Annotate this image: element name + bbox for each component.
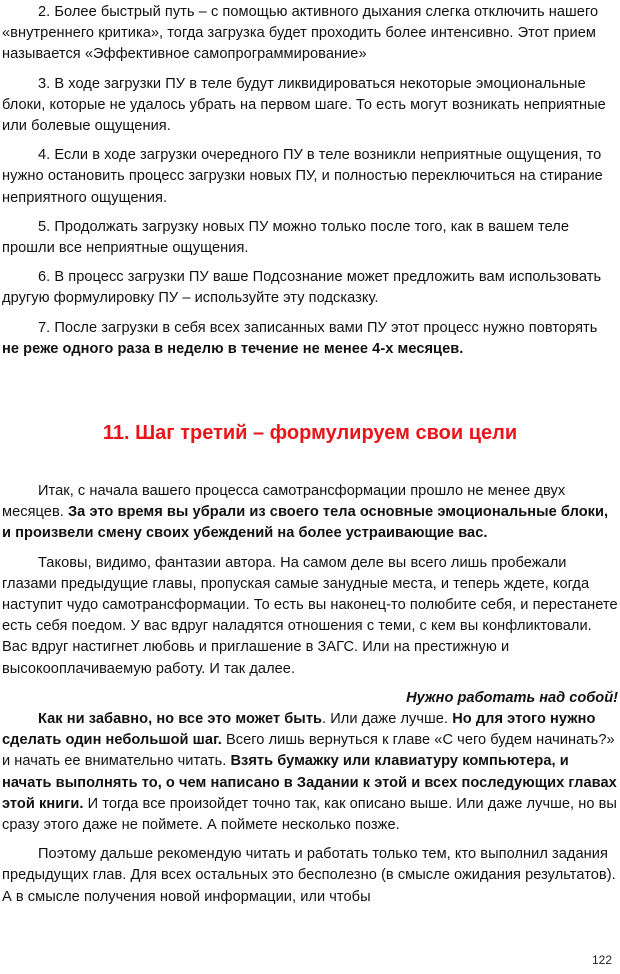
text-block-mid bbox=[2, 481, 618, 680]
paragraph bbox=[2, 709, 618, 836]
bold-text: Взять бумажку или клавиатуру компьютера, и начать выполнять то, о чем написано в Задании к этой и всех последующих главах этой книги. bbox=[2, 753, 617, 812]
bold-text: Как ни забавно, но все это может быть bbox=[38, 711, 323, 728]
paragraph bbox=[2, 74, 618, 138]
section-heading: 11. Шаг третий – формулируем свои цели bbox=[102, 422, 518, 444]
text-run: 6. В процесс загрузки ПУ ваше Подсознание может предложить вам использовать другую формулировку ПУ – используйте эту подсказку. bbox=[2, 269, 602, 307]
text-block-top bbox=[2, 2, 618, 360]
text-run: Итак, с начала вашего процесса самотрансформации прошло не менее двух месяцев. bbox=[2, 483, 566, 521]
text-run: Таковы, видимо, фантазии автора. На самом деле вы всего лишь пробежали глазами предыдущие главы, пропуская самые занудные места, и теперь ждете, когда наступит чудо самотрансформации. То есть вы наконец-то полюбите себя, и перестанете есть себя поедом. У вас вдруг наладятся отношения с теми, с кем вы конфликтовали. Вас вдруг настигнет любовь и приглашение в ЗАГС. Или на престижную и высокооплачиваемую работу. И так далее. bbox=[2, 554, 618, 677]
text-block-bottom bbox=[2, 481, 618, 908]
text-run: . Или даже лучше. bbox=[322, 711, 453, 728]
text-block-final bbox=[2, 709, 618, 908]
paragraph bbox=[2, 481, 618, 545]
page-number: 122 bbox=[591, 953, 612, 967]
paragraph bbox=[2, 145, 618, 209]
paragraph bbox=[2, 217, 618, 259]
text-run: И тогда все произойдет точно так, как описано выше. Или даже лучше, но вы сразу этого даже не поймете. А поймете несколько позже. bbox=[2, 795, 617, 834]
bold-text: Но для этого нужно сделать один небольшой шаг. bbox=[2, 711, 596, 749]
spacer bbox=[2, 680, 618, 688]
paragraph bbox=[2, 553, 618, 680]
text-run: 2. Более быстрый путь – с помощью активного дыхания слегка отключить нашего «внутреннего критика», тогда загрузка будет проходить более интенсивно. Этот прием называется «Эффективное самопрограммирование» bbox=[2, 4, 599, 63]
text-run: 3. В ходе загрузки ПУ в теле будут ликвидироваться некоторые эмоциональные блоки, которые не удалось убрать на первом шаге. То есть могут возникать неприятные или болевые ощущения. bbox=[2, 75, 606, 135]
italic-callout: Нужно работать над собой! bbox=[406, 689, 618, 706]
text-run: Поэтому дальше рекомендую читать и работать только тем, кто выполнил задания предыдущих глав. Для всех остальных это бесполезно (в смысле ожидания результатов). А в смысле получения новой информации, или чтобы bbox=[2, 846, 616, 905]
paragraph bbox=[2, 844, 618, 908]
paragraph bbox=[2, 267, 618, 309]
paragraph bbox=[2, 318, 618, 360]
text-run: 4. Если в ходе загрузки очередного ПУ в теле возникли неприятные ощущения, то нужно остановить процесс загрузки новых ПУ, и полностью переключиться на стирание неприятного ощущения. bbox=[2, 147, 603, 206]
paragraph bbox=[2, 2, 618, 66]
text-run: Всего лишь вернуться к главе «С чего будем начинать?» и начать ее внимательно читать. bbox=[2, 732, 615, 770]
text-run: 5. Продолжать загрузку новых ПУ можно только после того, как в вашем теле прошли все неприятные ощущения. bbox=[2, 218, 570, 257]
text-run: 7. После загрузки в себя всех записанных вами ПУ этот процесс нужно повторять bbox=[38, 319, 598, 336]
bold-text: не реже одного раза в неделю в течение не менее 4-х месяцев. bbox=[2, 340, 464, 357]
bold-text: За это время вы убрали из своего тела основные эмоциональные блоки, и произвели смену своих убеждений на более устраивающие вас. bbox=[2, 504, 609, 542]
